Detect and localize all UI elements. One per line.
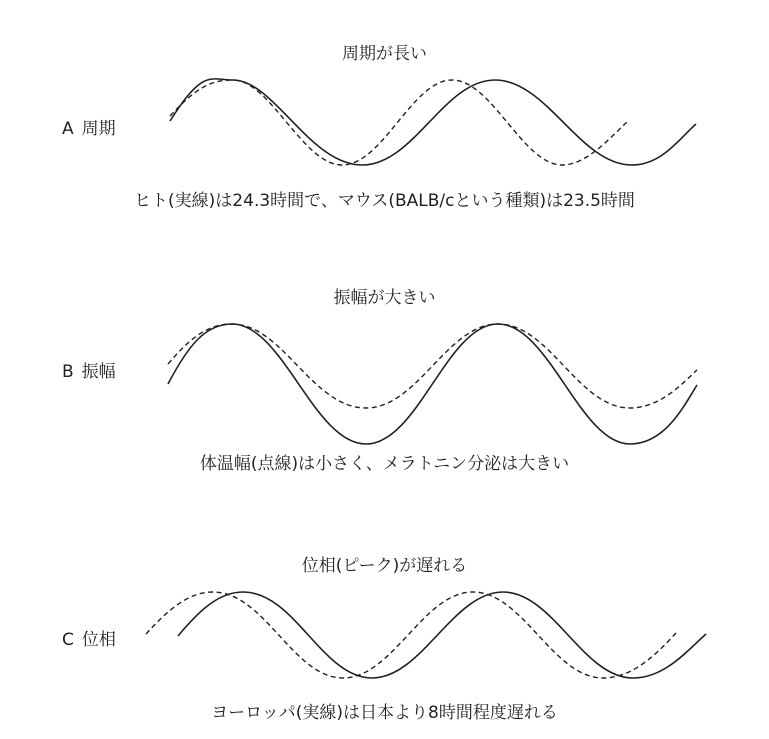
panel-title: 周期が長い: [342, 44, 427, 64]
panel-label-text: 振幅: [81, 362, 116, 382]
panel-letter: B: [62, 362, 74, 382]
wave-diagram: [0, 492, 769, 738]
panel-period: [0, 0, 769, 246]
dashed-wave: [170, 80, 628, 165]
panel-letter: C: [62, 630, 74, 650]
panel-label-text: 周期: [81, 119, 116, 139]
solid-wave: [170, 79, 696, 165]
solid-wave: [178, 592, 706, 678]
panel-title: 振幅が大きい: [333, 288, 436, 308]
dashed-wave: [146, 592, 676, 678]
dashed-wave: [168, 324, 697, 408]
panel-amplitude: [0, 246, 769, 492]
panel-caption: 体温幅(点線)は小さく、メラトニン分泌は大きい: [199, 454, 570, 474]
solid-wave: [168, 324, 697, 444]
panel-phase: [0, 492, 769, 738]
panel-caption: ヨーロッパ(実線)は日本より8時間程度遅れる: [211, 703, 558, 723]
panel-label-text: 位相: [81, 630, 116, 650]
panel-title: 位相(ピーク)が遅れる: [301, 556, 468, 576]
panel-letter: A: [62, 119, 74, 139]
panel-caption: ヒト(実線)は24.3時間で、マウス(BALB/cという種類)は23.5時間: [134, 191, 635, 211]
